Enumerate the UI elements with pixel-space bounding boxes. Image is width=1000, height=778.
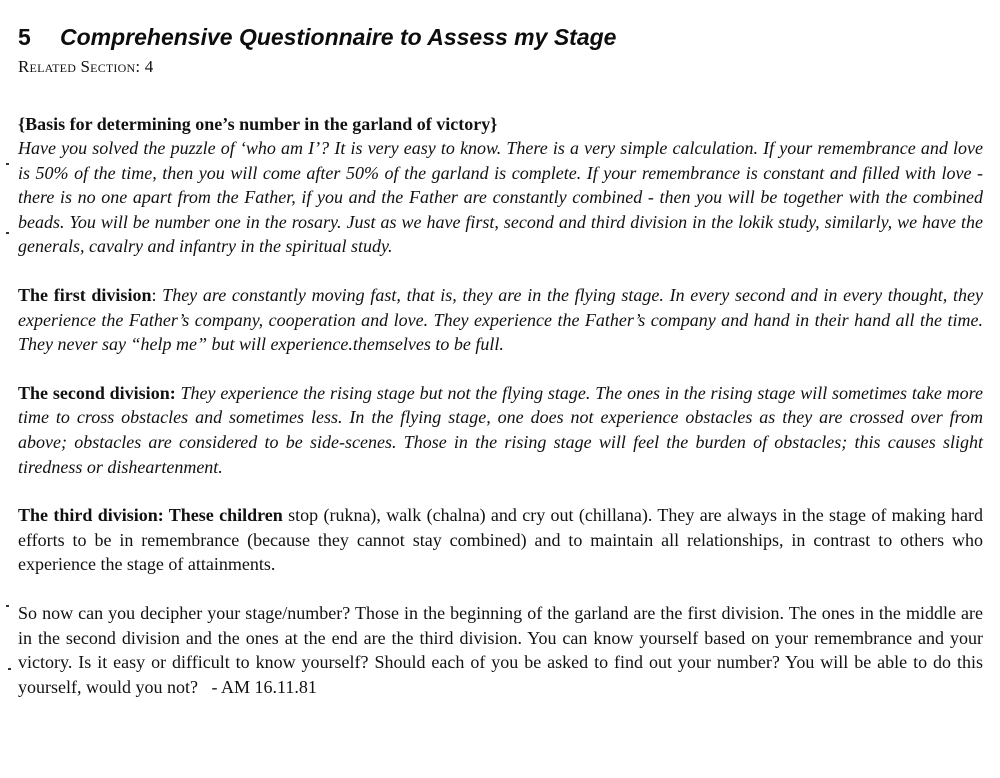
closing-text: So now can you decipher your stage/number? Those in the beginning of the garland are the first division. The ones in the middle are in the second division and the ones at the end are the third division. You can know yourself based on your remembrance and your victory. Is it easy or difficult to know yourself? Should each of you be asked to find out your number? You will be able to do this yourself, would you not? (18, 602, 983, 697)
basis-heading: {Basis for determining one’s number in the garland of victory} (18, 114, 498, 134)
document-page (18, 22, 983, 699)
third-division-paragraph (18, 503, 983, 577)
second-division-paragraph (18, 381, 983, 479)
related-section-line (18, 56, 983, 78)
section-title: Comprehensive Questionnaire to Assess my Stage (60, 24, 617, 50)
related-section-label: Related Section (18, 57, 136, 76)
scan-speck (8, 668, 11, 670)
section-heading (18, 22, 983, 52)
closing-paragraph (18, 601, 983, 699)
first-division-paragraph (18, 283, 983, 357)
second-division-text: They experience the rising stage but not the flying stage. The ones in the rising stage will sometimes take more time to cross obstacles and sometimes less. In the flying stage, one does not experience obstacles as they are crossed over from above; obstacles are considered to be side-scenes. Those in the rising stage will feel the burden of obstacles; this causes slight tiredness or disheartenment. (18, 382, 983, 477)
intro-text: Have you solved the puzzle of ‘who am I’? It is very easy to know. There is a very simple calculation. If your remembrance and love is 50% of the time, then you will come after 50% of the garland is complete. If your remembrance is constant and filled with love - there is no one apart from the Father, if you and the Father are constantly combined - then you will be together with the combined beads. You will be number one in the rosary. Just as we have first, second and third division in the lokik study, similarly, we have the generals, cavalry and infantry in the spiritual study. (18, 138, 983, 257)
related-section-value: : 4 (135, 57, 154, 76)
intro-paragraph (18, 136, 983, 259)
section-number: 5 (18, 24, 31, 50)
first-division-separator: : (151, 284, 157, 305)
first-division-text: They are constantly moving fast, that is, they are in the flying stage. In every second and in every thought, they experience the Father’s company, cooperation and love. They experience the Father’s company and hand in their hand all the time. They never say “help me” but will experience.themselves to be full. (18, 284, 983, 355)
scan-speck (6, 232, 9, 234)
second-division-label: The second division: (18, 382, 176, 403)
first-division-label: The first division (18, 284, 152, 305)
scan-speck (6, 163, 9, 165)
third-division-label: The third division: These children (18, 505, 283, 526)
scan-speck (6, 605, 9, 607)
third-division-text: stop (rukna), walk (chalna) and cry out (chillana). They are always in the stage of making hard efforts to be in remembrance (because they cannot stay combined) and to maintain all relationships, in contrast to others who experience the stage of attainments. (18, 505, 984, 575)
closing-reference: - AM 16.11.81 (197, 676, 317, 697)
